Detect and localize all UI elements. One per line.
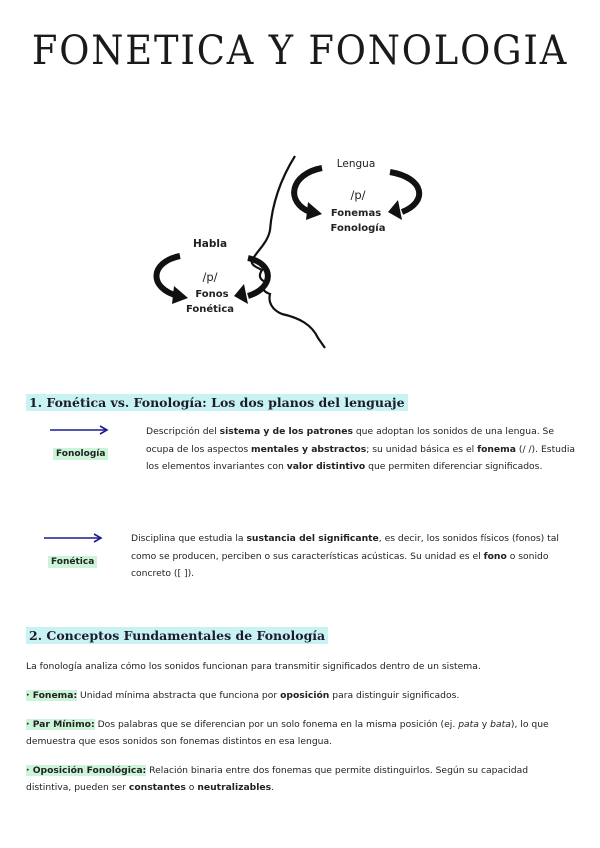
habla-unit: Fonos bbox=[195, 289, 229, 300]
text: , es decir, los sonidos físicos (fonos) tal como se producen, perciben o sus características acústicas. Su unidad es el bbox=[131, 533, 559, 562]
par-minimo-definition bbox=[26, 716, 571, 750]
section-2-heading-text: 2. Conceptos Fundamentales de Fonología bbox=[26, 627, 328, 644]
fonologia-description bbox=[146, 423, 578, 476]
diagram-figure bbox=[140, 150, 440, 350]
bold-term: sustancia del significante bbox=[246, 533, 379, 544]
term-label: · Oposición Fonológica: bbox=[26, 765, 147, 776]
lengua-symbol: /p/ bbox=[350, 188, 366, 202]
bold-term: sistema y de los patrones bbox=[219, 426, 353, 437]
fonetica-description bbox=[131, 530, 561, 583]
fonetica-tag: Fonética bbox=[48, 556, 97, 568]
text: y bbox=[478, 719, 491, 730]
text: Relación binaria entre dos fonemas que permite distinguirlos. Según su capacidad distintiva, pueden ser bbox=[26, 765, 529, 793]
bold-term: neutralizables bbox=[197, 782, 272, 793]
lengua-discipline: Fonología bbox=[330, 223, 386, 234]
habla-label: Habla bbox=[192, 238, 228, 250]
bold-term: constantes bbox=[128, 782, 186, 793]
habla-arrowhead-right bbox=[234, 284, 248, 304]
bold-term: fonema bbox=[477, 443, 516, 455]
text: Descripción del bbox=[146, 426, 220, 437]
text: ; su unidad básica es el bbox=[366, 443, 478, 455]
habla-symbol: /p/ bbox=[202, 270, 218, 284]
text: Unidad mínima abstracta que funciona por bbox=[77, 690, 281, 701]
text: que permiten diferenciar significados. bbox=[365, 461, 543, 472]
lengua-label: Lengua bbox=[336, 158, 376, 170]
term-label: · Fonema: bbox=[26, 690, 78, 701]
text: Disciplina que estudia la bbox=[131, 533, 247, 544]
lengua-arrowhead-left bbox=[306, 202, 322, 220]
term-label: · Par Mínimo: bbox=[26, 719, 95, 730]
italic-example: pata bbox=[458, 719, 479, 730]
fonetica-arrow bbox=[42, 531, 106, 545]
fonologia-tag: Fonología bbox=[53, 448, 108, 460]
section-2-intro: La fonología analiza cómo los sonidos funcionan para transmitir significados dentro de un sistema. bbox=[26, 661, 481, 672]
section-1-heading-text: 1. Fonética vs. Fonología: Los dos planos del lenguaje bbox=[26, 394, 408, 411]
text: o bbox=[185, 782, 198, 793]
fonologia-arrow bbox=[48, 423, 112, 437]
bold-term: fono bbox=[483, 550, 507, 562]
lengua-unit: Fonemas bbox=[330, 208, 382, 219]
habla-discipline: Fonética bbox=[185, 304, 235, 315]
bold-term: oposición bbox=[280, 690, 330, 701]
fonema-definition bbox=[26, 687, 571, 704]
italic-example: bata bbox=[490, 719, 511, 730]
habla-arrowhead-left bbox=[172, 286, 188, 304]
bold-term: valor distintivo bbox=[286, 461, 366, 472]
oposicion-definition bbox=[26, 762, 571, 796]
text: ), lo que demuestra que esos sonidos son fonemas distintos en esa lengua. bbox=[26, 719, 549, 747]
section-1-heading bbox=[26, 395, 408, 410]
face-profile bbox=[252, 156, 325, 348]
text: (/ /). Estudia los elementos invariantes con bbox=[146, 443, 576, 472]
text: Dos palabras que se diferencian por un solo fonema en la misma posición (ej. bbox=[94, 719, 459, 730]
text: . bbox=[271, 782, 274, 793]
text: o sonido concreto ([ ]). bbox=[131, 550, 549, 579]
lengua-arrowhead-right bbox=[388, 200, 402, 220]
section-2-heading bbox=[26, 628, 328, 643]
speech-diagram bbox=[140, 150, 440, 350]
text: que adoptan los sonidos de una lengua. Se ocupa de los aspectos bbox=[146, 426, 555, 455]
bold-term: mentales y abstractos bbox=[251, 443, 367, 455]
page-title: FONETICA Y FONOLOGIA bbox=[31, 28, 569, 74]
text: para distinguir significados. bbox=[329, 690, 460, 701]
